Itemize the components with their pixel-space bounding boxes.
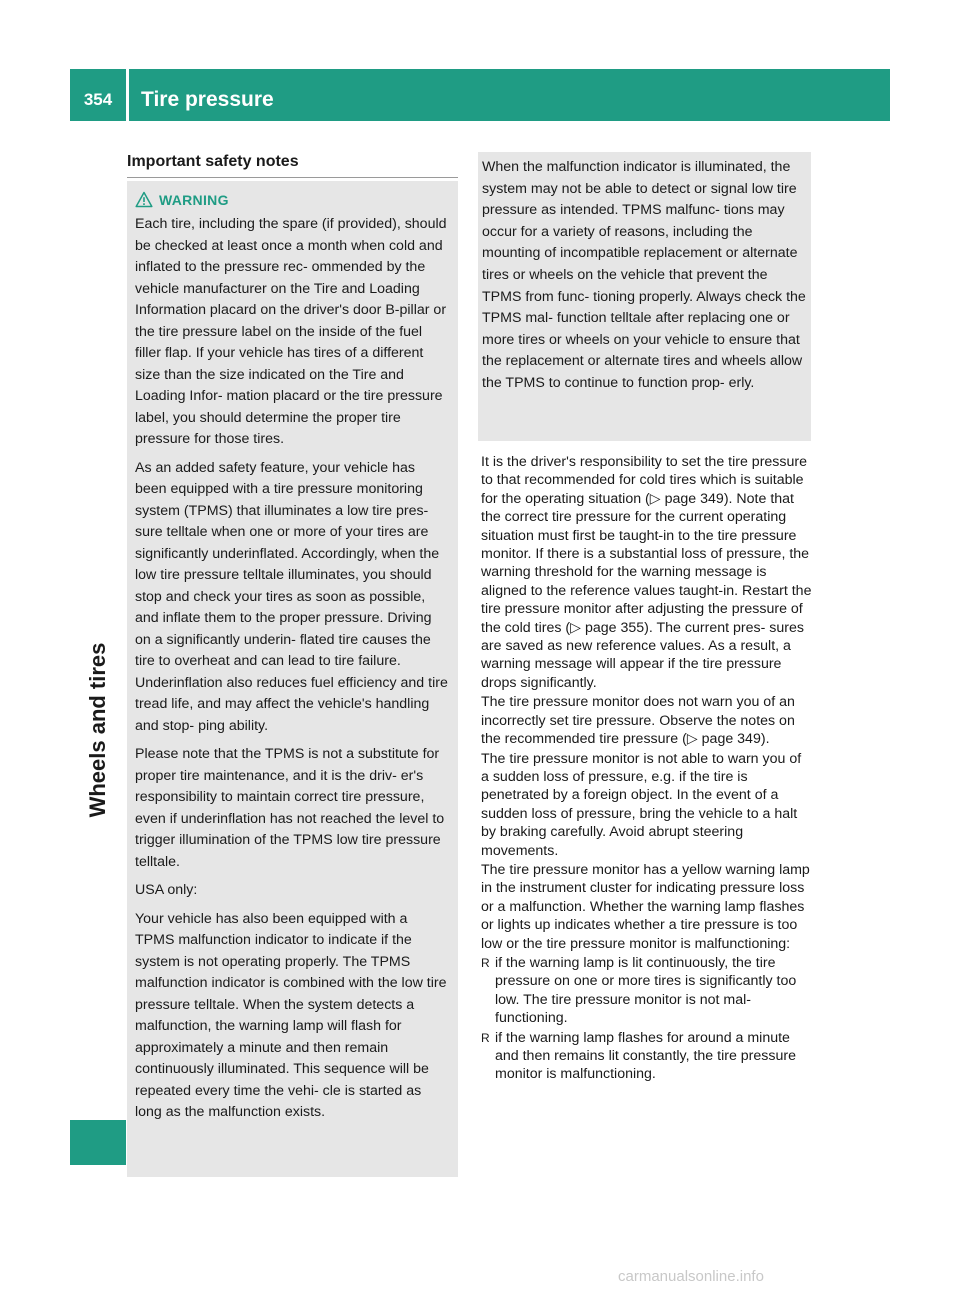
- page-reference-link[interactable]: ▷ page 349: [686, 731, 761, 748]
- list-item: [481, 1029, 812, 1084]
- list-item: [481, 954, 812, 1028]
- side-tab-marker: [70, 1120, 126, 1165]
- side-tab-label: Wheels and tires: [85, 642, 110, 818]
- warning-paragraph: Your vehicle has also been equipped with a TPMS malfunction indicator to indicate if the system is not operating properly. The TPMS malfunction indicator is combined with the low tire pressure telltale. When the system detects a malfunction, the warning lamp will flash for approximately a minute and then remain continuously illuminated. This sequence will be repeated every time the vehi- cle is started as long as the malfunction exists.: [135, 910, 447, 1120]
- page-reference-link[interactable]: ▷ page 355: [570, 619, 645, 636]
- warning-box: [127, 181, 458, 1177]
- bullet-marker: R: [481, 955, 490, 970]
- warning-continuation-box: [478, 152, 811, 441]
- list-item-text: if the warning lamp is lit continuously, the tire pressure on one or more tires is significantly too low. The tire pressure monitor is not mal- functioning.: [495, 954, 797, 1027]
- warning-paragraph: USA only:: [135, 882, 198, 898]
- page-number: 354: [83, 90, 113, 109]
- warning-paragraph: As an added safety feature, your vehicle has been equipped with a tire pressure monitoring system (TPMS) that illuminates a low tire pres- sure telltale when one or more of your tires are significantly underinflated. Accordingly, when the low tire pressure telltale illuminates, you should stop and check your tires as soon as possible, and inflate them to the proper pressure. Driving on a significantly underin- flated tire causes the tire to overheat and can lead to tire failure. Underinflation also reduces fuel efficiency and tire tread life, and may affect the vehicle's handling and stop- ping ability.: [135, 459, 448, 734]
- body-paragraph: [481, 693, 812, 748]
- body-paragraph: [481, 453, 812, 692]
- body-text-run: ).: [760, 731, 770, 748]
- body-text-run: ). Note that the correct tire pressure for the current operating situation must first be taught-in to the tire pressure monitor. If there is a substantial loss of pressure, the warning threshold for the warning message is aligned to the reference values taught-in. Restart the tire pressure monitor after adjusting the pressure of the cold tires (: [481, 490, 812, 636]
- body-text-run: The tire pressure monitor does not warn you of an incorrectly set tire pressure. Observe the notes on the recommended tire pressure (: [481, 694, 795, 748]
- body-paragraph: The tire pressure monitor is not able to warn you of a sudden loss of pressure, e.g. if the tire is penetrated by a foreign object. In the event of a sudden loss of pressure, bring the vehicle to a halt by braking carefully. Avoid abrupt steering movements.: [481, 750, 802, 859]
- body-text-run: It is the driver's responsibility to set the tire pressure to that recommended for cold tires which is suitable for the operating situation (: [481, 454, 808, 507]
- page-reference-link[interactable]: ▷ page 349: [649, 490, 724, 507]
- warning-continuation-text: When the malfunction indicator is illuminated, the system may not be able to detect or signal low tire pressure as intended. TPMS malfunc- tions may occur for a variety of reasons, including the mounting of incompatible replacement or alternate tires or wheels on the vehicle that prevent the TPMS from func- tioning properly. Always check the TPMS mal- function telltale after replacing one or more tires or wheels on your vehicle to ensure that the replacement or alternate tires and wheels allow the TPMS to continue to function prop- erly.: [482, 159, 806, 391]
- bullet-marker: R: [481, 1030, 490, 1045]
- watermark: carmanualsonline.info: [618, 1268, 764, 1285]
- header-divider: [126, 69, 129, 121]
- body-text: [481, 453, 812, 1085]
- section-title: Important safety notes: [127, 153, 299, 170]
- body-text-run: ). The current pres- sures are saved as new reference values. As a result, a warning message will appear if the tire pressure drops significantly.: [481, 619, 804, 691]
- side-tab: [70, 560, 126, 900]
- page-title: Tire pressure: [141, 88, 274, 111]
- body-paragraph: The tire pressure monitor has a yellow warning lamp in the instrument cluster for indicating pressure loss or a malfunction. Whether the warning lamp flashes or lights up indicates whether a tire pressure is too low or the tire pressure monitor is malfunctioning:: [481, 861, 810, 952]
- list-item-text: if the warning lamp flashes for around a minute and then remains lit constantly, the tire pressure monitor is malfunctioning.: [495, 1029, 796, 1083]
- warning-header: [135, 191, 450, 208]
- warning-paragraph: Please note that the TPMS is not a substitute for proper tire maintenance, and it is the driv- er's responsibility to maintain correct tire pressure, even if underinflation has not reached the level to trigger illumination of the TPMS low tire pressure telltale.: [135, 746, 445, 870]
- warning-title: WARNING: [159, 191, 229, 208]
- warning-triangle-icon: [135, 191, 153, 208]
- warning-paragraph: Each tire, including the spare (if provided), should be checked at least once a month when cold and inflated to the pressure rec- ommended by the vehicle manufacturer on the Tire and Loading Information placard on the driver's door B-pillar or the tire pressure label on the inside of the fuel filler flap. If your vehicle has tires of a different size than the size indicated on the Tire and Loading Infor- mation placard or the tire pressure label, you should determine the proper tire pressure for those tires.: [135, 216, 447, 447]
- section-divider: [127, 177, 458, 178]
